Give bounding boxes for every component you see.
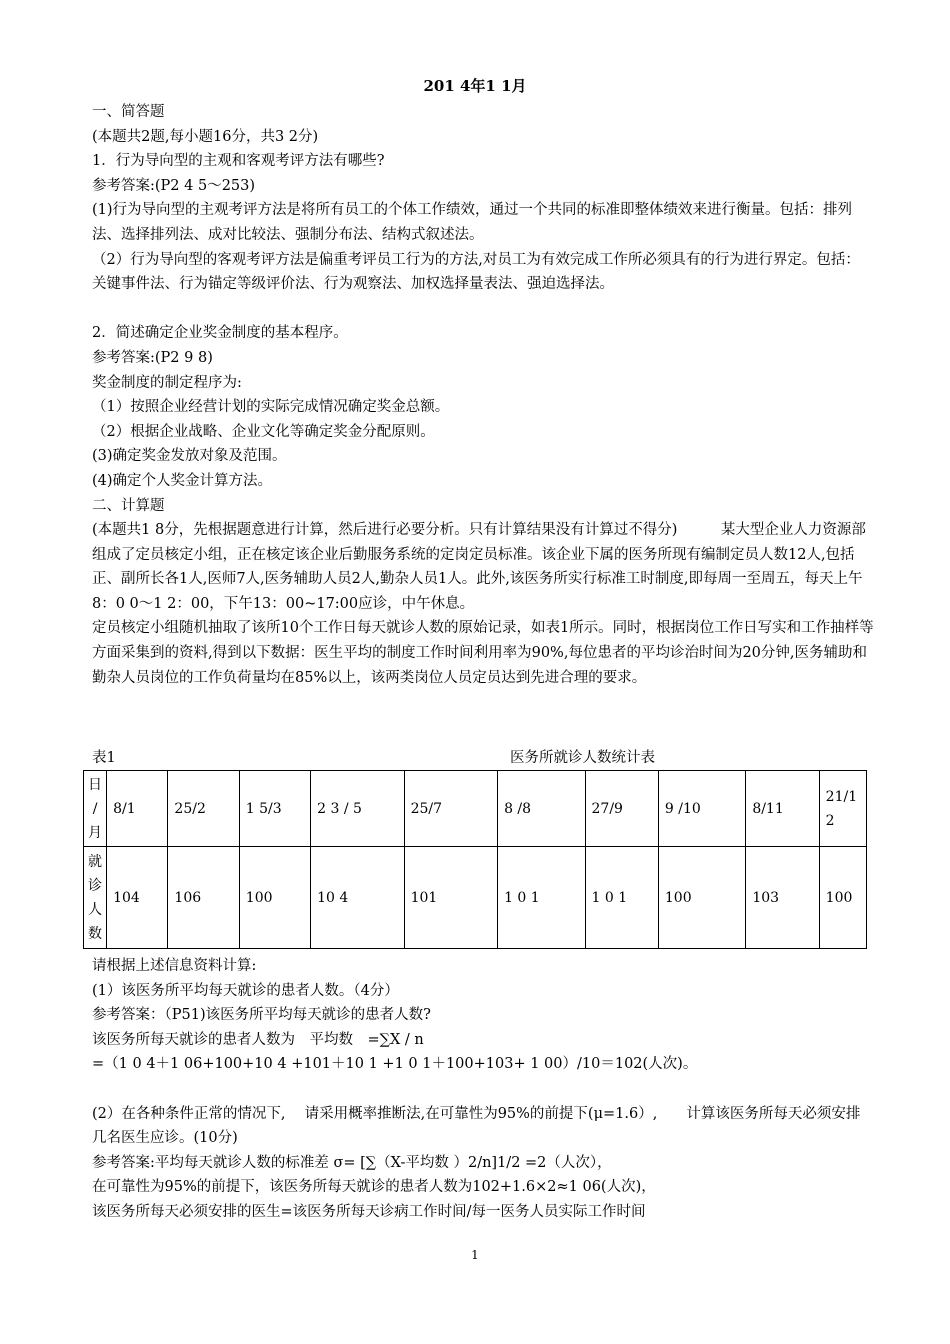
- answer-step: (3)确定奖金发放对象及范围。: [92, 448, 287, 465]
- answer-intro: 奖金制度的制定程序为:: [92, 374, 242, 391]
- table-cell: 1 0 1: [498, 847, 585, 949]
- page-title: 201 4年1 1月: [423, 77, 527, 95]
- table-row: [84, 847, 867, 949]
- table-cell: 1 0 1: [585, 847, 658, 949]
- table-label: 表1: [92, 750, 116, 766]
- question-1: 1．行为导向型的主观和客观考评方法有哪些?: [92, 153, 385, 170]
- table-cell: 8/11: [746, 771, 819, 847]
- page-number: 1: [471, 1248, 479, 1262]
- blank-line: [92, 1077, 874, 1102]
- answer-line: 该医务所每天就诊的患者人数为 平均数 =∑X / n: [92, 1031, 424, 1048]
- section-short-answer: [92, 100, 874, 690]
- table-cell: 2 3 / 5: [311, 771, 404, 847]
- table-cell: 104: [107, 847, 168, 949]
- row-header-count: 就 诊 人 数: [84, 847, 107, 949]
- answer-step: （1）按照企业经营计划的实际完成情况确定奖金总额。: [92, 399, 450, 416]
- section-heading: 一、简答题: [92, 104, 165, 120]
- answer-label: 参考答案:(P2 9 8): [92, 349, 213, 366]
- ask-text: 请根据上述信息资料计算:: [92, 958, 257, 974]
- table-cell: 27/9: [585, 771, 658, 847]
- table-row: [84, 771, 867, 847]
- table-cell: 8/1: [107, 771, 168, 847]
- table-cell: 9 /10: [658, 771, 745, 847]
- section-note: (本题共2题,每小题16分，共3 2分): [92, 128, 319, 145]
- table-title: 医务所就诊人数统计表: [510, 750, 655, 766]
- question-2: 2．简述确定企业奖金制度的基本程序。: [92, 325, 348, 342]
- section-calculation: [92, 954, 874, 1225]
- patient-count-table: [83, 770, 867, 949]
- answer-line: 该医务所每天必须安排的医生=该医务所每天诊病工作时间/每一医务人员实际工作时间: [92, 1203, 646, 1220]
- table-cell: 25/2: [168, 771, 239, 847]
- answer-line: =（1 0 4＋1 06+100+10 4 +101＋10 1 +1 0 1＋100+103+ 1 00）/10＝102(人次)。: [92, 1056, 698, 1073]
- table-caption: [92, 746, 874, 770]
- answer-paragraph: (1)行为导向型的主观考评方法是将所有员工的个体工作绩效，通过一个共同的标准即整体绩效来进行衡量。包括：排列法、选择排列法、成对比较法、强制分布法、结构式叙述法。: [92, 202, 853, 243]
- table-cell: 106: [168, 847, 239, 949]
- table-cell: 25/7: [404, 771, 497, 847]
- table-cell: 100: [239, 847, 310, 949]
- problem-paragraph: 定员核定小组随机抽取了该所10个工作日每天就诊人数的原始记录，如表1所示。同时，根据岗位工作日写实和工作抽样等方面采集到的资料,得到以下数据：医生平均的制度工作时间利用率为90%,每位患者的平均诊治时间为20分钟,医务辅助和勤杂人员岗位的工作负荷量均在85%以上，该两类岗位人员定员达到先进合理的要求。: [92, 620, 874, 686]
- sub-question-2: (2）在各种条件正常的情况下, 请采用概率推断法,在可靠性为95%的前提下(μ=1.6）, 计算该医务所每天必须安排几名医生应诊。(10分): [92, 1105, 861, 1147]
- table-cell: 101: [404, 847, 497, 949]
- problem-intro: (本题共1 8分，先根据题意进行计算，然后进行必要分析。只有计算结果没有计算过不得分) 某大型企业人力资源部组成了定员核定小组，正在核定该企业后勤服务系统的定岗定员标准。该企业下属的医务所现有编制定员人数12人,包括正、副所长各1人,医师7人,医务辅助人员2人,勤杂人员1人。此外,该医务所实行标准工时制度,即每周一至周五，每天上午8：0 0～1 2：00，下午13：00~17:00应诊，中午休息。: [92, 522, 866, 612]
- table-cell: 100: [819, 847, 866, 949]
- answer-line: 参考答案:平均每天就诊人数的标准差 σ= [∑（X-平均数 ）2/n]1/2 =2（人次），: [92, 1154, 612, 1171]
- answer-step: (4)确定个人奖金计算方法。: [92, 472, 273, 489]
- table-cell: 1 5/3: [239, 771, 310, 847]
- answer-line: 参考答案：（P51)该医务所平均每天就诊的患者人数?: [92, 1007, 431, 1024]
- answer-label: 参考答案:(P2 4 5～253): [92, 177, 256, 194]
- table-cell: 103: [746, 847, 819, 949]
- table-cell: 10 4: [311, 847, 404, 949]
- row-header-date: 日 / 月: [84, 771, 107, 847]
- section-heading: 二、计算题: [92, 497, 165, 514]
- table-cell: 100: [658, 847, 745, 949]
- table-cell: 8 /8: [498, 771, 585, 847]
- answer-line: 在可靠性为95%的前提下，该医务所每天就诊的患者人数为102+1.6×2≈1 06(人次)，: [92, 1179, 656, 1196]
- table-cell: 21/1 2: [819, 771, 866, 847]
- blank-line: [92, 297, 874, 322]
- answer-paragraph: （2）行为导向型的客观考评方法是偏重考评员工行为的方法,对员工为有效完成工作所必须具有的行为进行界定。包括：关键事件法、行为锚定等级评价法、行为观察法、加权选择量表法、强迫选择法。: [92, 251, 860, 293]
- answer-step: （2）根据企业战略、企业文化等确定奖金分配原则。: [92, 423, 435, 440]
- sub-question-1: (1）该医务所平均每天就诊的患者人数。（4分）: [92, 982, 399, 999]
